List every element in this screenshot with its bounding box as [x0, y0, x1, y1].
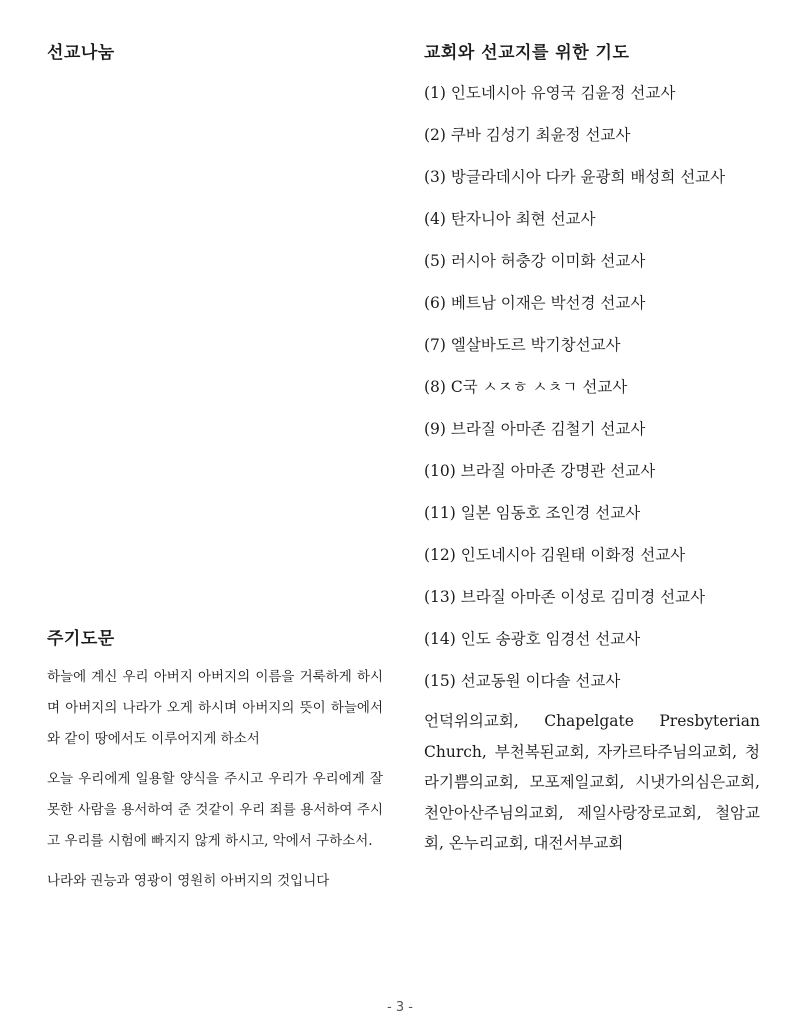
lords-prayer-text: [47, 662, 383, 906]
list-item: (10) 브라질 아마존 강명관 선교사: [424, 462, 656, 480]
list-item: (11) 일본 임동호 조인경 선교사: [424, 504, 641, 522]
list-item: (8) C국 ㅅㅈㅎ ㅅㅊㄱ 선교사: [424, 378, 628, 396]
list-item: (4) 탄자니아 최현 선교사: [424, 210, 596, 228]
list-item: (5) 러시아 허충강 이미화 선교사: [424, 252, 646, 270]
list-item: (9) 브라질 아마존 김철기 선교사: [424, 420, 646, 438]
mission-sharing-heading: 선교나눔: [47, 43, 115, 63]
lords-prayer-heading: 주기도문: [47, 629, 115, 649]
lords-prayer-paragraph: 나라와 권능과 영광이 영원히 아버지의 것입니다: [47, 873, 330, 889]
list-item: (12) 인도네시아 김원태 이화정 선교사: [424, 546, 686, 564]
prayer-list-heading: 교회와 선교지를 위한 기도: [424, 43, 630, 63]
list-item: (15) 선교동원 이다솔 선교사: [424, 672, 621, 690]
page-number: - 3 -: [387, 1000, 413, 1015]
lords-prayer-paragraph: 하늘에 계신 우리 아버지 아버지의 이름을 거룩하게 하시며 아버지의 나라가 오게 하시며 아버지의 뜻이 하늘에서와 같이 땅에서도 이루어지게 하소서: [47, 669, 383, 747]
list-item: (7) 엘살바도르 박기창선교사: [424, 336, 621, 354]
list-item: (2) 쿠바 김성기 최윤정 선교사: [424, 126, 631, 144]
supporting-churches: 언덕위의교회, Chapelgate Presbyterian Church, 부천복된교회, 자카르타주님의교회, 청라기쁨의교회, 모포제일교회, 시냇가의심은교회, 천안아산주님의교회, 제일사랑장로교회, 철암교회, 온누리교회, 대전서부교회: [424, 712, 760, 852]
list-item: (6) 베트남 이재은 박선경 선교사: [424, 294, 646, 312]
list-item: (3) 방글라데시아 다카 윤광희 배성희 선교사: [424, 168, 726, 186]
list-item: (1) 인도네시아 유영국 김윤정 선교사: [424, 84, 676, 102]
list-item: (13) 브라질 아마존 이성로 김미경 선교사: [424, 588, 706, 606]
missionary-prayer-list: [424, 80, 725, 710]
list-item: (14) 인도 송광호 임경선 선교사: [424, 630, 641, 648]
lords-prayer-paragraph: 오늘 우리에게 일용할 양식을 주시고 우리가 우리에게 잘못한 사람을 용서하여 준 것같이 우리 죄를 용서하여 주시고 우리를 시험에 빠지지 않게 하시고, 악에서 구하소서.: [47, 771, 383, 849]
